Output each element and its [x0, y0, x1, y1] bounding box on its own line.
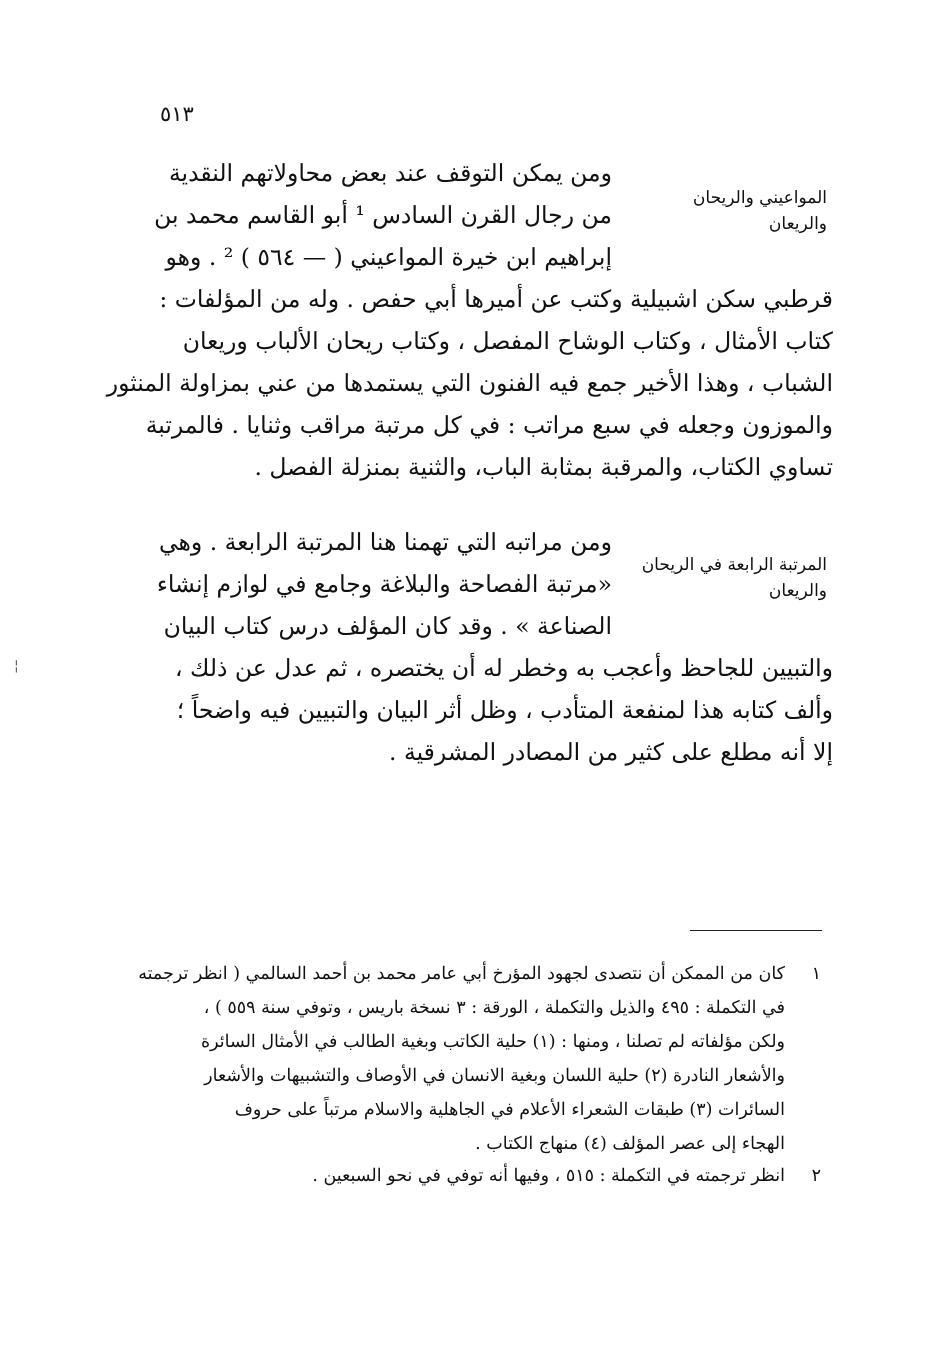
- footnote-line: الهجاء إلى عصر المؤلف (٤) منهاج الكتاب .: [475, 1134, 785, 1154]
- footnote-line: انظر ترجمته في التكملة : ٥١٥ ، وفيها أنه توفي في نحو السبعين .: [312, 1166, 785, 1186]
- side-heading-1: [637, 185, 827, 237]
- text-line: الشباب ، وهذا الأخير جمع فيه الفنون التي يستمدها من عني بمزاولة المنثور: [106, 369, 833, 397]
- footnote-line: والأشعار النادرة (٢) حلية اللسان وبغية الانسان في الأوصاف والتشبيهات والأشعار: [204, 1066, 785, 1086]
- text-line: ومن مراتبه التي تهمنا هنا المرتبة الرابعة . وهي: [158, 528, 612, 556]
- page-number: ٥١٣: [160, 102, 194, 126]
- text-line: كتاب الأمثال ، وكتاب الوشاح المفصل ، وكتاب ريحان الألباب وريعان: [182, 327, 833, 355]
- footnote-number: ٢: [811, 1166, 821, 1186]
- text-line: إبراهيم ابن خيرة المواعيني ( — ٥٦٤ ) ² . وهو: [165, 243, 612, 271]
- text-line: الصناعة » . وقد كان المؤلف درس كتاب البيان: [163, 612, 612, 640]
- footnote-line: كان من الممكن أن نتصدى لجهود المؤرخ أبي عامر محمد بن أحمد السالمي ( انظر ترجمته: [138, 964, 785, 984]
- text-line: قرطبي سكن اشبيلية وكتب عن أميرها أبي حفص . وله من المؤلفات :: [159, 285, 833, 313]
- text-line: من رجال القرن السادس ¹ أبو القاسم محمد بن: [154, 201, 612, 229]
- text-line: إلا أنه مطلع على كثير من المصادر المشرقية .: [389, 738, 833, 766]
- footnote-line: ولكن مؤلفاته لم تصلنا ، ومنها : (١) حلية الكاتب وبغية الطالب في الأمثال السائرة: [200, 1032, 785, 1052]
- side-heading-line: المواعيني والريحان: [692, 188, 827, 208]
- text-line: والموزون وجعله في سبع مراتب : في كل مرتبة مراقب وثنايا . فالمرتبة: [145, 411, 833, 439]
- text-line: وألف كتابه هذا لمنفعة المتأدب ، وظل أثر البيان والتبيين فيه واضحاً ؛: [176, 696, 833, 724]
- side-heading-line: والريعان: [768, 581, 827, 601]
- footnote-line: السائرات (٣) طبقات الشعراء الأعلام في الجاهلية والاسلام مرتباً على حروف: [234, 1100, 785, 1120]
- text-line: والتبيين للجاحظ وأعجب به وخطر له أن يختصره ، ثم عدل عن ذلك ،: [174, 654, 833, 682]
- margin-scan-mark: ¦: [14, 658, 19, 674]
- side-heading-line: والريعان: [768, 214, 827, 234]
- footnote-separator: [690, 930, 822, 931]
- side-heading-2: [637, 552, 827, 604]
- footnote-number: ١: [811, 964, 821, 984]
- side-heading-line: المرتبة الرابعة في الريحان: [641, 555, 827, 575]
- footnote-line: في التكملة : ٤٩٥ والذيل والتكملة ، الورقة : ٣ نسخة باريس ، وتوفي سنة ٥٥٩ ) ،: [203, 998, 785, 1018]
- text-line: تساوي الكتاب، والمرقبة بمثابة الباب، والثنية بمنزلة الفصل .: [254, 453, 833, 481]
- text-line: ومن يمكن التوقف عند بعض محاولاتهم النقدية: [168, 159, 612, 187]
- text-line: «مرتبة الفصاحة والبلاغة وجامع في لوازم إنشاء: [156, 570, 612, 598]
